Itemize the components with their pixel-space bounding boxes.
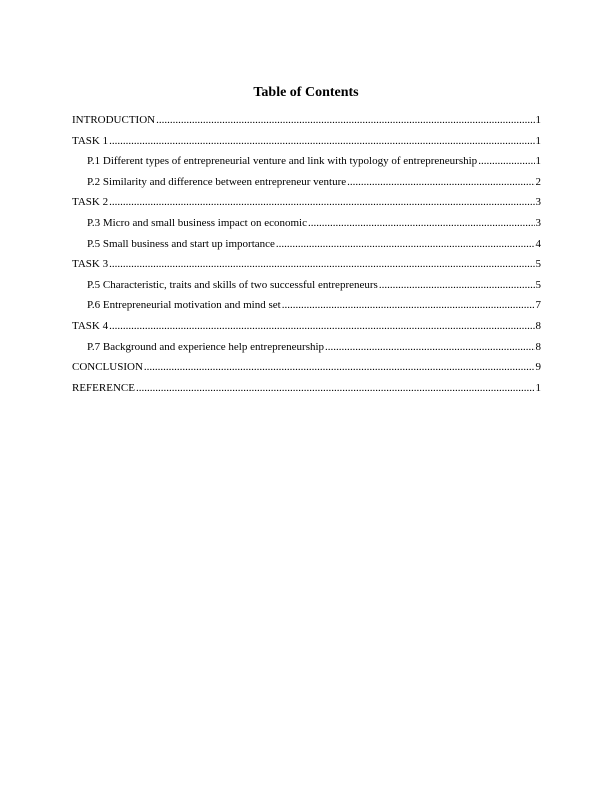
toc-entry-page-number: 8 <box>535 340 541 353</box>
toc-entry-page-number: 3 <box>535 196 541 209</box>
toc-entry-label: P.6 Entrepreneurial motivation and mind set <box>87 299 281 312</box>
toc-entry-task-4[interactable] <box>72 319 541 340</box>
toc-entry-page-number: 8 <box>535 319 541 332</box>
toc-entry-page-number: 2 <box>535 175 541 188</box>
toc-entry-page-number: 1 <box>535 114 541 126</box>
toc-entry-task-1[interactable] <box>72 134 541 155</box>
toc-entry-task-2[interactable] <box>72 195 541 216</box>
toc-entry-p3[interactable] <box>72 216 541 237</box>
toc-list <box>72 113 541 401</box>
toc-entry-conclusion[interactable] <box>72 360 541 381</box>
toc-entry-p5-small-business[interactable] <box>72 237 541 258</box>
toc-entry-page-number: 1 <box>535 134 541 147</box>
toc-entry-task-3[interactable] <box>72 257 541 278</box>
toc-entry-label: P.5 Characteristic, traits and skills of two successful entrepreneurs <box>87 278 378 291</box>
toc-title: Table of Contents <box>253 85 359 100</box>
toc-dot-leader <box>282 298 535 312</box>
toc-entry-p7[interactable] <box>72 340 541 361</box>
toc-entry-label: TASK 1 <box>72 134 109 147</box>
toc-entry-label: TASK 3 <box>72 258 109 271</box>
toc-entry-page-number: 7 <box>535 299 541 312</box>
toc-entry-page-number: 5 <box>535 258 541 271</box>
toc-entry-page-number: 4 <box>535 237 541 250</box>
toc-dot-leader <box>109 319 534 333</box>
toc-dot-leader <box>478 154 534 168</box>
toc-entry-page-number: 3 <box>535 216 541 229</box>
toc-entry-label: P.3 Micro and small business impact on economic <box>87 216 307 229</box>
toc-entry-page-number: 5 <box>535 278 541 291</box>
toc-dot-leader <box>308 216 535 230</box>
toc-entry-label: TASK 4 <box>72 319 109 332</box>
toc-entry-label: P.2 Similarity and difference between entrepreneur venture <box>87 175 347 188</box>
toc-entry-introduction[interactable] <box>72 113 541 134</box>
toc-entry-p5-characteristic[interactable] <box>72 278 541 299</box>
toc-entry-page-number: 1 <box>535 155 541 168</box>
toc-dot-leader <box>136 381 535 395</box>
toc-dot-leader <box>325 340 534 354</box>
toc-dot-leader <box>109 257 534 271</box>
toc-entry-page-number: 1 <box>535 381 541 394</box>
toc-dot-leader <box>109 195 534 209</box>
toc-entry-page-number: 9 <box>535 361 541 374</box>
toc-dot-leader <box>347 175 534 189</box>
toc-entry-p1[interactable] <box>72 154 541 175</box>
toc-entry-label: P.7 Background and experience help entrepreneurship <box>87 340 325 353</box>
toc-entry-label: CONCLUSION <box>72 361 143 374</box>
toc-entry-label: REFERENCE <box>72 381 135 394</box>
toc-dot-leader <box>156 113 534 127</box>
toc-entry-reference[interactable] <box>72 381 541 402</box>
toc-dot-leader <box>379 278 535 292</box>
toc-entry-label: P.1 Different types of entrepreneurial venture and link with typology of entrepreneurship <box>87 155 478 168</box>
toc-dot-leader <box>276 237 535 251</box>
toc-dot-leader <box>144 360 535 374</box>
toc-dot-leader <box>109 134 534 148</box>
toc-entry-label: P.5 Small business and start up importance <box>87 237 275 250</box>
toc-entry-label: TASK 2 <box>72 196 109 209</box>
toc-entry-p6[interactable] <box>72 298 541 319</box>
toc-entry-label: INTRODUCTION <box>72 114 156 126</box>
toc-entry-p2[interactable] <box>72 175 541 196</box>
